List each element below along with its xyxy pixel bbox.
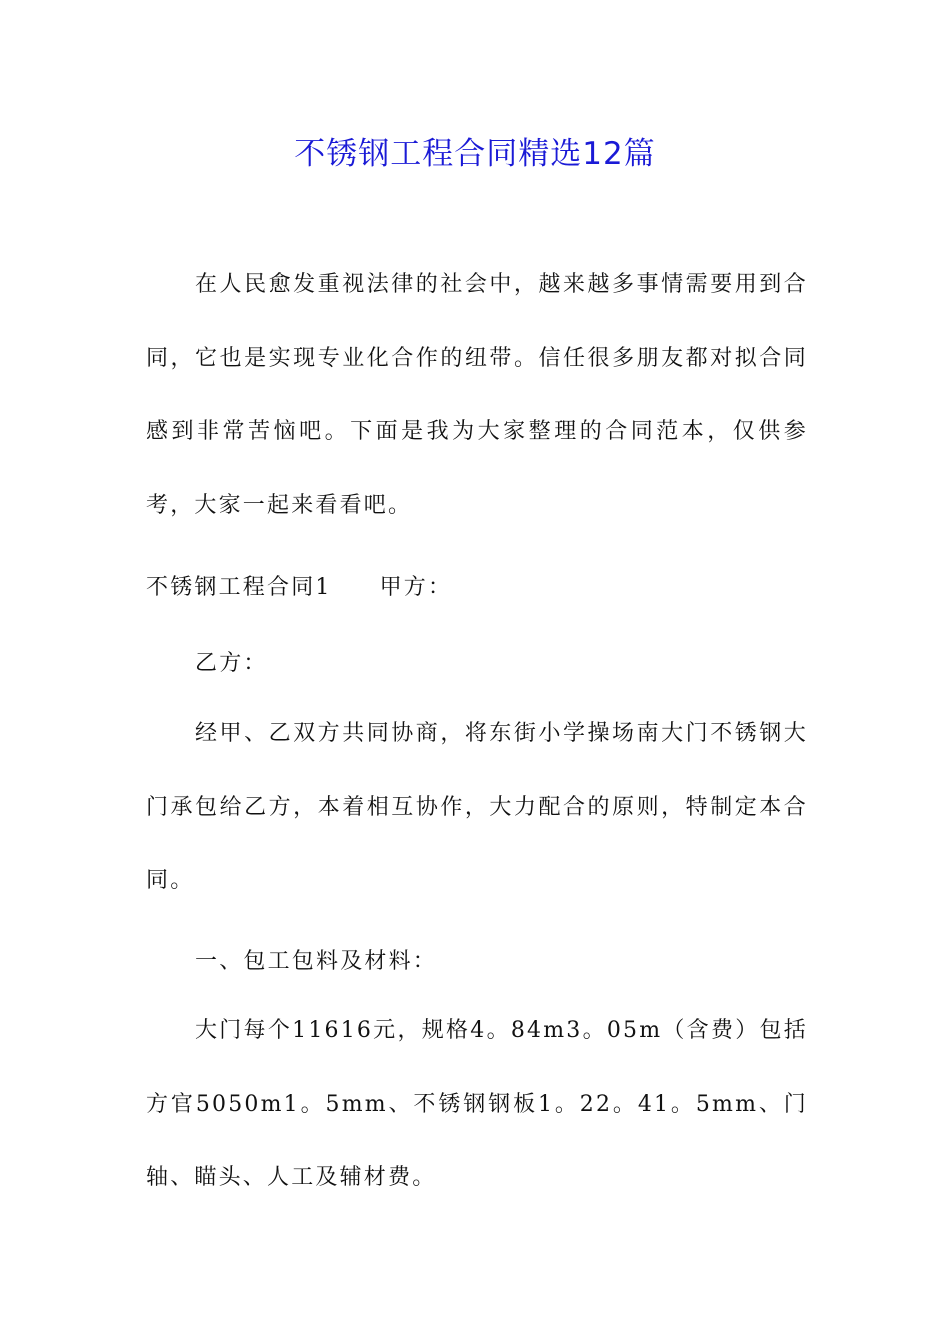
contract-heading: 不锈钢工程合同1 [146,575,332,600]
party-b-label: 乙方： [195,651,268,676]
intro-paragraph: 在人民愈发重视法律的社会中，越来越多事情需要用到合同，它也是实现专业化合作的纽带。信任很多朋友都对拟合同感到非常苦恼吧。下面是我为大家整理的合同范本，仅供参考，大家一起来看看吧。 [146,272,808,518]
contract-heading-line [146,570,452,601]
party-a-label: 甲方： [379,575,453,600]
section-one-paragraph: 大门每个11616元，规格4。84m3。05m（含费）包括方官5050m1。5mm、不锈钢钢板1。22。41。5mm、门轴、瞄头、人工及辅材费。 [146,1018,808,1190]
agreement-paragraph: 经甲、乙双方共同协商，将东街小学操场南大门不锈钢大门承包给乙方，本着相互协作，大力配合的原则，特制定本合同。 [146,721,808,893]
document-title: 不锈钢工程合同精选12篇 [294,136,656,172]
section-one-title: 一、包工包料及材料： [195,949,438,974]
